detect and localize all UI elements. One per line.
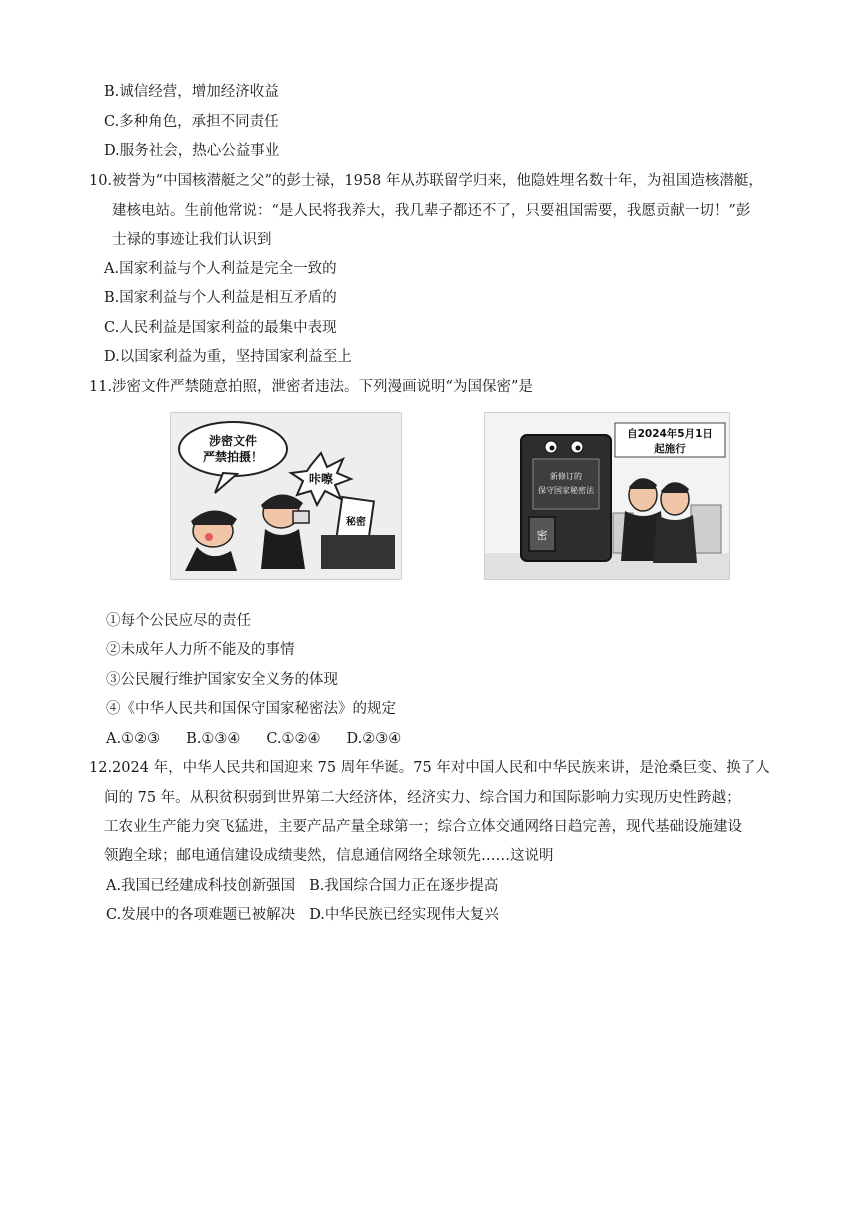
q12-stem-line3: 工农业生产能力突飞猛进，主要产品产量全球第一；综合立体交通网络日趋完善，现代基础设施建设: [104, 819, 742, 835]
q12-options-row1: [106, 876, 498, 896]
q9-option-b: B.诚信经营，增加经济收益: [104, 84, 279, 100]
q10-option-a: A.国家利益与个人利益是完全一致的: [104, 261, 337, 277]
q12-options-row2: [106, 905, 499, 925]
q11-choice-a: A.①②③: [106, 731, 161, 747]
q10-stem-line3: 士禄的事迹让我们认识到: [112, 232, 272, 248]
q12-stem-line2: 间的 75 年。从积贫积弱到世界第二大经济体，经济实力、综合国力和国际影响力实现历史性跨越；: [104, 790, 741, 806]
q12-option-d: D.中华民族已经实现伟大复兴: [309, 907, 499, 923]
q10-option-d: D.以国家利益为重，坚持国家利益至上: [104, 349, 352, 365]
cartoon-secrecy-law: [484, 412, 730, 580]
q10-stem-line1: 10.被誉为“中国核潜艇之父”的彭士禄，1958 年从苏联留学归来，他隐姓埋名数十年，为祖国造核潜艇，: [89, 173, 763, 189]
q11-statement-2: ②未成年人力所不能及的事情: [106, 642, 295, 658]
q12-stem-line4: 领跑全球；邮电通信建设成绩斐然，信息通信网络全球领先……这说明: [104, 848, 554, 864]
q10-option-b: B.国家利益与个人利益是相互矛盾的: [104, 290, 337, 306]
q12-option-a: A.我国已经建成科技创新强国: [106, 878, 296, 894]
q9-option-d: D.服务社会，热心公益事业: [104, 143, 280, 159]
cartoon-no-photography: [170, 412, 402, 580]
cartoon2-book-title-1: 新修订的: [550, 472, 582, 481]
q12-option-c: C.发展中的各项难题已被解决: [106, 907, 296, 923]
cartoon2-date-line2: 起施行: [654, 443, 686, 455]
cartoon2-folder-text: 密: [536, 529, 548, 542]
cartoon1-sound-text: 咔嚓: [308, 472, 334, 486]
cartoon1-bubble-text-1: 涉密文件: [208, 434, 258, 448]
q11-choice-d: D.②③④: [346, 731, 402, 747]
cartoon2-book-title-2: 保守国家秘密法: [538, 486, 594, 495]
q11-choices: [106, 729, 427, 749]
q9-option-c: C.多种角色，承担不同责任: [104, 114, 279, 130]
q10-option-c: C.人民利益是国家利益的最集中表现: [104, 320, 337, 336]
q12-option-b: B.我国综合国力正在逐步提高: [309, 878, 499, 894]
q11-statement-1: ①每个公民应尽的责任: [106, 613, 251, 629]
q11-choice-c: C.①②④: [266, 731, 321, 747]
q10-stem-line2: 建核电站。生前他常说：“是人民将我养大，我几辈子都还不了，只要祖国需要，我愿贡献一切！”彭: [112, 203, 751, 219]
cartoon1-bubble-text-2: 严禁拍摄！: [202, 450, 264, 464]
q11-statement-3: ③公民履行维护国家安全义务的体现: [106, 672, 338, 688]
cartoon2-date-line1: 自2024年5月1日: [627, 428, 713, 440]
q12-stem-line1: 12.2024 年，中华人民共和国迎来 75 周年华诞。75 年对中国人民和中华民族来讲，是沧桑巨变、换了人: [89, 760, 770, 776]
cartoon1-document-text: 秘密: [346, 517, 366, 528]
q11-statement-4: ④《中华人民共和国保守国家秘密法》的规定: [106, 701, 396, 717]
q11-stem: 11.涉密文件严禁随意拍照，泄密者违法。下列漫画说明“为国保密”是: [89, 379, 533, 395]
q11-choice-b: B.①③④: [186, 731, 241, 747]
